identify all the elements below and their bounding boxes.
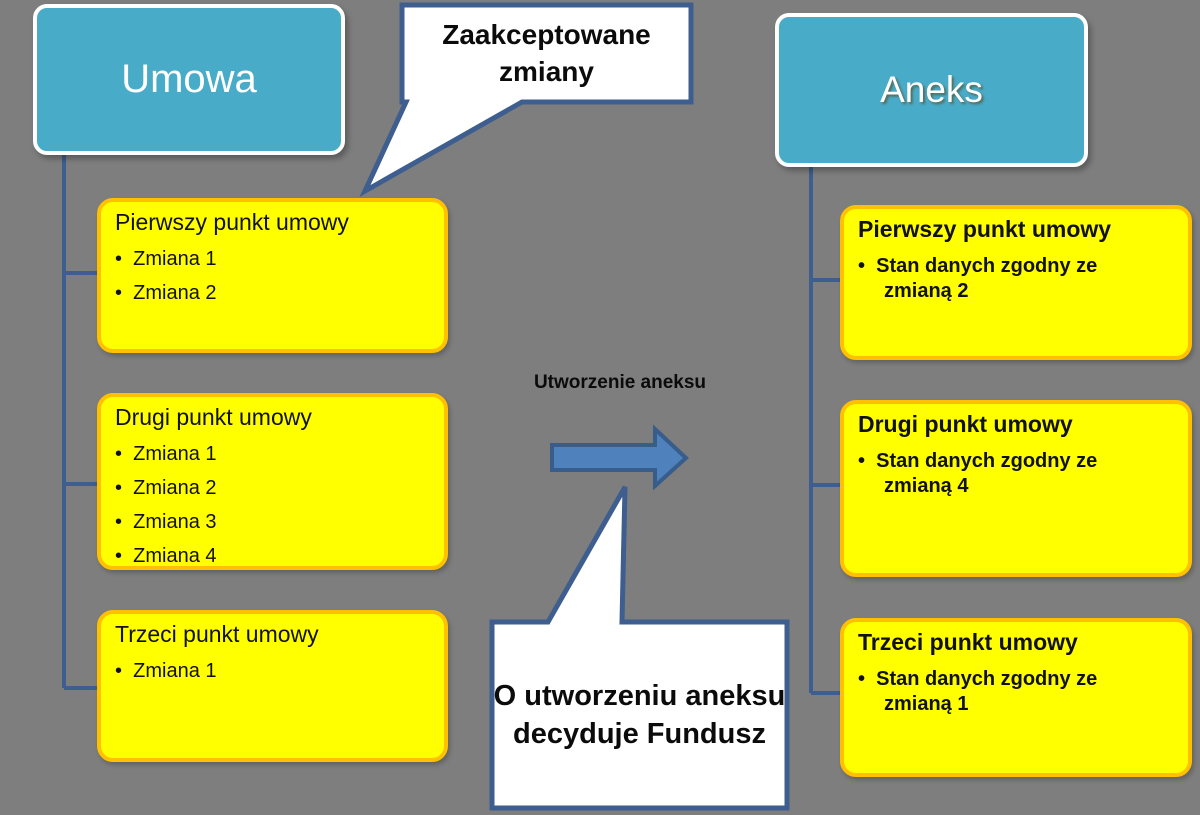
right-point-box-1-title: Pierwszy punkt umowy [858,216,1112,242]
aneks-root-box [775,13,1088,167]
left-point-box-1 [97,198,448,353]
bottom-callout: O utworzeniu aneksu decyduje Fundusz [493,679,786,750]
left-point-box-2-title: Drugi punkt umowy [115,404,312,430]
list-item: • Stan danych zgodny ze zmianą 1 [858,667,1142,717]
left-point-box-2-list [115,442,430,569]
list-item: • Zmiana 2 [115,476,430,501]
umowa-root-box [33,4,345,155]
list-item: • Zmiana 2 [115,281,430,306]
list-item: • Zmiana 1 [115,442,430,467]
list-item: • Zmiana 1 [115,659,430,684]
right-point-box-3-title: Trzeci punkt umowy [858,629,1078,655]
left-point-box-3 [97,610,448,762]
list-item: • Zmiana 1 [115,247,430,272]
right-point-box-2-list [858,449,1174,499]
list-item: • Zmiana 4 [115,544,430,569]
right-point-box-3-list [858,667,1174,717]
left-tree-connector [64,152,97,688]
right-arrow-icon [552,429,686,486]
right-point-box-2-title: Drugi punkt umowy [858,411,1073,437]
aneks-root-label: Aneks [880,69,983,110]
left-point-box-3-title: Trzeci punkt umowy [115,621,319,647]
list-item: • Zmiana 3 [115,510,430,535]
list-item: • Stan danych zgodny ze zmianą 4 [858,449,1142,499]
right-tree-connector [811,165,840,693]
list-item: • Stan danych zgodny ze zmianą 2 [858,254,1142,304]
left-point-box-1-list [115,247,430,306]
left-point-box-3-list [115,659,430,684]
right-point-box-1 [840,205,1192,360]
right-point-box-1-list [858,254,1174,304]
left-point-box-1-title: Pierwszy punkt umowy [115,209,349,235]
top-callout: Zaakceptowane zmiany [442,18,651,87]
right-point-box-2 [840,400,1192,577]
arrow-label: Utworzenie aneksu [533,372,707,393]
umowa-root-label: Umowa [121,57,257,101]
left-point-box-2 [97,393,448,570]
right-point-box-3 [840,618,1192,777]
